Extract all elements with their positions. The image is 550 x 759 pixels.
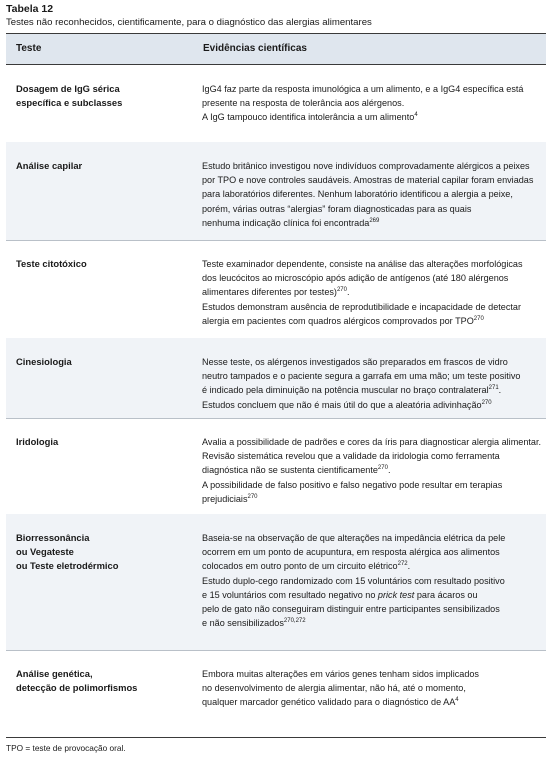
table-title: Testes não reconhecidos, cientificamente, para o diagnóstico das alergias alimentares — [6, 17, 372, 28]
header-evidence: Evidências científicas — [203, 43, 307, 54]
evidence-line: Baseia-se na observação de que alterações na impedância elétrica da pele — [202, 533, 506, 543]
table-number: Tabela 12 — [6, 3, 54, 15]
evidence-line: ocorrem em um ponto de acupuntura, em resposta alérgica aos alimentos — [202, 547, 500, 558]
table-row — [6, 65, 546, 142]
test-name-line: Cinesiologia — [16, 356, 72, 367]
evidence-line: no desenvolvimento de alergia alimentar, não há, até o momento, — [202, 683, 466, 694]
evidence-line: colocados em outro ponto de um circuito elétrico$^{272}$. — [202, 561, 411, 572]
reference-superscript: 270 — [377, 465, 388, 472]
row-test-name — [16, 531, 118, 573]
row-evidence — [202, 257, 546, 328]
reference-superscript: 270 — [473, 315, 484, 322]
table-row — [6, 240, 546, 338]
reference-superscript: 270 — [481, 399, 492, 406]
evidence-line: Estudos concluem que não é mais útil do que a aleatória adivinhação$^{270}$ — [202, 399, 492, 410]
evidence-line: Embora muitas alterações em vários genes tenham sidos implicados — [202, 669, 479, 679]
evidence-line: IgG4 faz parte da resposta imunológica a um alimento, e a IgG4 específica está — [202, 84, 524, 94]
test-name-line: ou Teste eletrodérmico — [16, 560, 119, 571]
evidence-line: neutro tampados e o paciente segura a garrafa em uma mão; um teste positivo — [202, 371, 521, 382]
reference-superscript: 269 — [369, 217, 380, 224]
evidence-line: A possibilidade de falso positivo e falso negativo pode resultar em terapias — [202, 479, 503, 490]
test-name-line: Biorressonância — [16, 532, 90, 543]
test-name-line: específica e subclasses — [16, 97, 123, 108]
evidence-line: para laboratórios diferentes. Nenhum laboratório identificou a alergia a peixe, — [202, 189, 513, 200]
test-name-line: Iridologia — [16, 436, 59, 447]
evidence-line: nenhuma indicação clínica foi encontrada$^{269}$ — [202, 217, 380, 228]
reference-superscript: 270 — [247, 493, 258, 500]
reference-superscript: 4 — [414, 112, 418, 119]
row-test-name — [16, 435, 58, 449]
row-evidence — [202, 531, 546, 630]
row-evidence — [202, 355, 546, 412]
evidence-line: Estudo duplo-cego randomizado com 15 voluntários com resultado positivo — [202, 575, 505, 586]
row-test-name — [16, 355, 72, 369]
table-caption — [6, 3, 546, 29]
table-row — [6, 514, 546, 650]
evidence-line: prejudiciais$^{270}$ — [202, 493, 258, 504]
evidence-line: Estudo britânico investigou nove indivíduos comprovadamente alérgicos a peixes — [202, 161, 530, 171]
evidence-line: dos leucócitos ao microscópio após adição de antígenos (até 180 alérgenos — [202, 273, 509, 284]
evidence-line: por TPO e nove controles saudáveis. Amostras de material capilar foram enviadas — [202, 175, 534, 186]
evidence-line: Estudos demonstram ausência de reprodutibilidade e incapacidade de detectar — [202, 301, 521, 312]
row-test-name — [16, 159, 82, 173]
row-evidence — [202, 159, 546, 230]
table-row — [6, 338, 546, 418]
test-name-line: Análise capilar — [16, 160, 83, 171]
reference-superscript: 271 — [488, 385, 499, 392]
evidence-line: A IgG tampouco identifica intolerância a um alimento$^4$ — [202, 112, 418, 123]
row-test-name — [16, 257, 87, 271]
test-name-line: Análise genética, — [16, 668, 93, 679]
evidence-line: presente na resposta de tolerância aos alérgenos. — [202, 98, 405, 109]
evidence-line: Revisão sistemática revelou que a validade da iridologia como ferramenta — [202, 451, 500, 462]
evidence-line: qualquer marcador genético validado para o diagnóstico de $AA^4$ — [202, 697, 459, 708]
evidence-line: e 15 voluntários com resultado negativo no prick test para ácaros ou — [202, 589, 478, 600]
reference-superscript: 4 — [455, 697, 459, 704]
italic-term: prick test — [377, 589, 415, 600]
evidence-line: porém, várias outras “alergias” foram diagnosticadas para as quais — [202, 203, 472, 214]
reference-superscript: 270,272 — [283, 618, 306, 625]
row-test-name — [16, 82, 122, 110]
evidence-line: Avalia a possibilidade de padrões e cores da íris para diagnosticar alergia alimentar. — [202, 437, 542, 447]
evidence-line: Teste examinador dependente, consiste na análise das alterações morfológicas — [202, 259, 523, 269]
test-name-line: detecção de polimorfismos — [16, 682, 138, 693]
reference-superscript: 272 — [397, 561, 408, 568]
row-evidence — [202, 667, 546, 710]
table-row — [6, 418, 546, 514]
row-evidence — [202, 435, 546, 506]
table-bottom-rule — [6, 737, 546, 738]
row-test-name — [16, 667, 137, 695]
test-name-line: Teste citotóxico — [16, 258, 87, 269]
table-row — [6, 650, 546, 737]
table-header — [6, 34, 546, 64]
evidence-line: é indicado pela diminuição na potência muscular no braço contralateral$^{271}$. — [202, 385, 502, 396]
test-name-line: Dosagem de IgG sérica — [16, 83, 120, 94]
table-footnote: TPO = teste de provocação oral. — [6, 743, 126, 753]
evidence-line: e não sensibilizados$^{270,272}$ — [202, 618, 306, 629]
header-test: Teste — [16, 43, 42, 54]
row-evidence — [202, 82, 546, 125]
evidence-line: alergia em pacientes com quadros alérgicos comprovados por TPO$^{270}$ — [202, 315, 484, 326]
table-row — [6, 142, 546, 240]
evidence-line: alimentares diferentes por testes)$^{270}$. — [202, 287, 350, 298]
evidence-line: diagnóstica não se sustenta cientificamente$^{270}$. — [202, 465, 391, 476]
evidence-line: Nesse teste, os alérgenos investigados são preparados em frascos de vidro — [202, 357, 508, 367]
evidence-line: pelo de gato não conseguiram distinguir entre participantes sensibilizados — [202, 604, 500, 615]
test-name-line: ou Vegateste — [16, 546, 74, 557]
reference-superscript: 270 — [336, 287, 347, 294]
